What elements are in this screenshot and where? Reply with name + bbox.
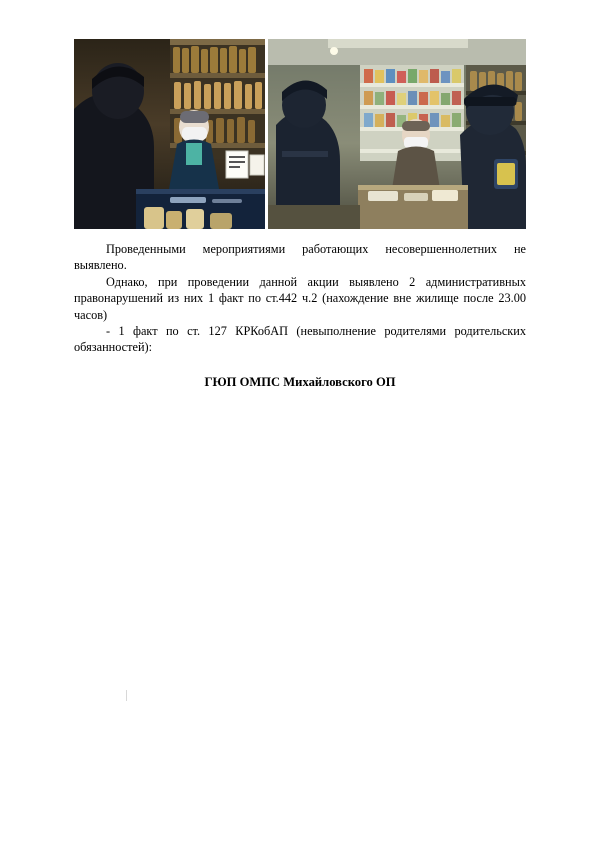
- signature-line: ГЮП ОМПС Михайловского ОП: [204, 374, 396, 389]
- text-cursor-artifact: [126, 690, 127, 701]
- paragraph-1: Проведенными мероприятиями работающих несовершеннолетних не выявлено.: [74, 242, 526, 273]
- paragraph-3: - 1 факт по ст. 127 КРКобАП (невыполнение родителями родительских обязанностей):: [74, 324, 526, 355]
- photo-police-officer-in-shop-counter: [74, 39, 265, 229]
- photo-right-image: [268, 39, 526, 229]
- paragraph-2: Однако, при проведении данной акции выявлено 2 административных правонарушений из них 1 факт по ст.442 ч.2 (нахождение вне жилище после 23.00 часов): [74, 274, 526, 322]
- photo-two-police-officers-with-shop-assistant: [268, 39, 526, 229]
- photo-left-image: [74, 39, 265, 229]
- document-body: [74, 241, 526, 390]
- photo-gallery: [74, 39, 526, 229]
